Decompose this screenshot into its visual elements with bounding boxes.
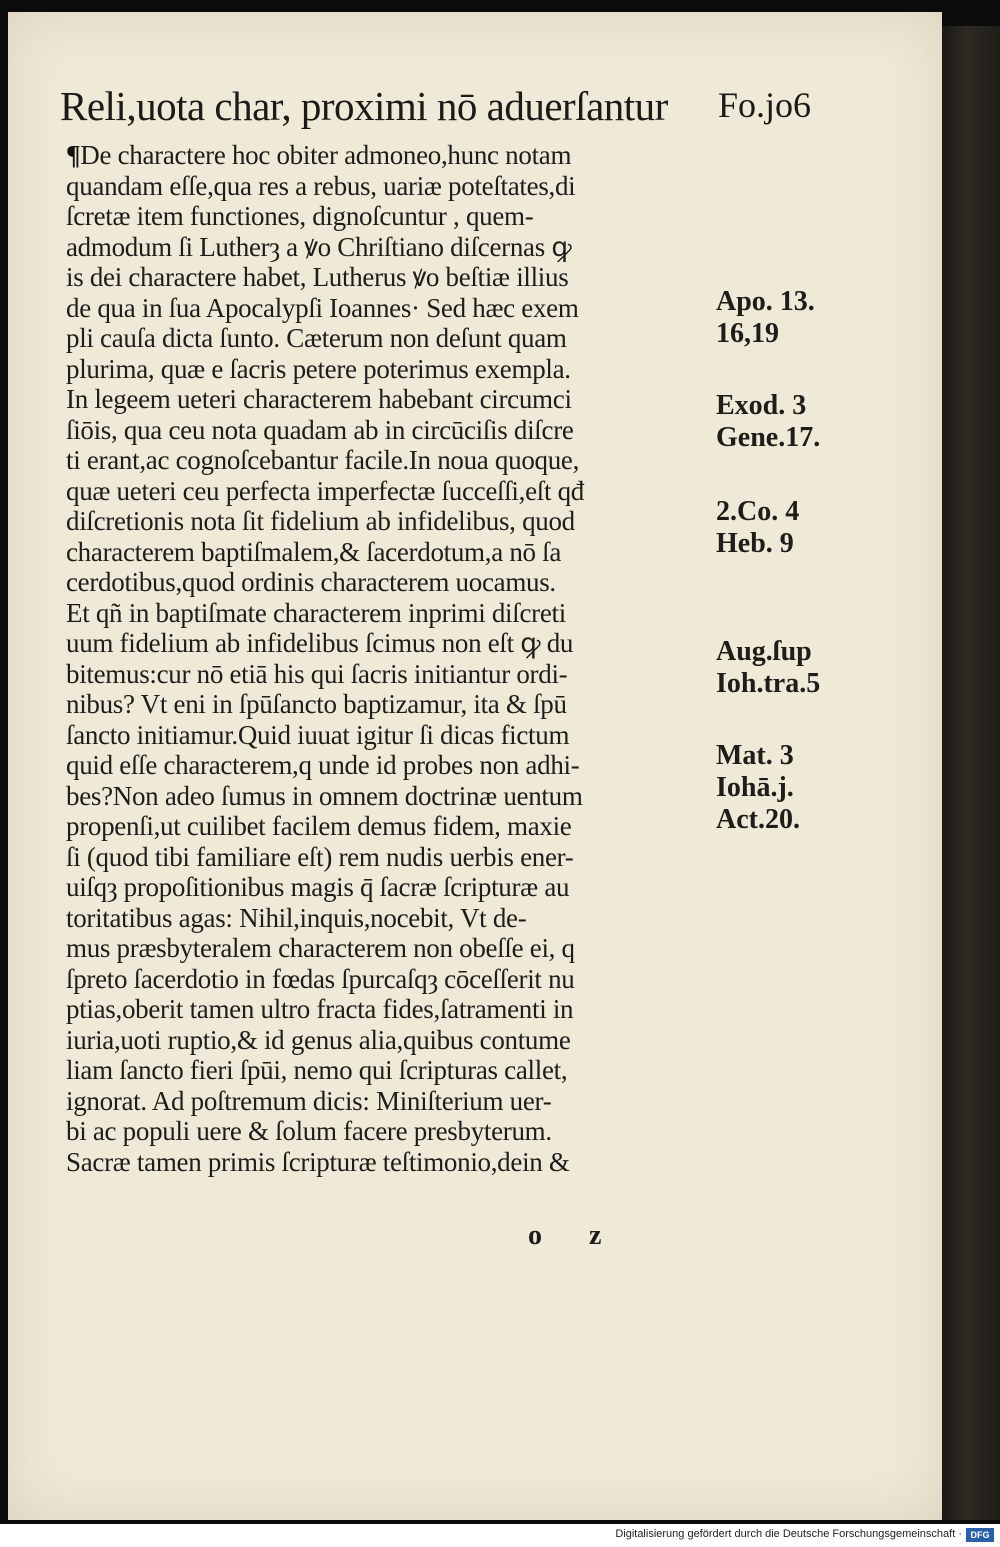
running-head: Reli,uota char, proximi nō aduerſantur (60, 83, 668, 129)
text-line-content: quid eſſe characterem,q unde id probes non adhi- (66, 750, 580, 780)
text-line (66, 811, 706, 842)
text-line (66, 537, 706, 568)
text-line (66, 994, 706, 1025)
text-line (66, 384, 706, 415)
text-line-content: ſcretæ item functiones, dignoſcuntur , quem- (66, 201, 534, 231)
text-line-content: In legeem ueteri characterem habebant circumci (66, 384, 572, 414)
text-line-content: uum fidelium ab infidelibus ſcimus non eſt ꝙ du (66, 628, 574, 658)
text-line (66, 933, 706, 964)
text-line (66, 720, 706, 751)
funding-credit: Digitalisierung gefördert durch die Deutsche Forschungsgemeinschaft · (615, 1528, 962, 1540)
text-line-content: cerdotibus,quod ordinis characterem uocamus. (66, 567, 556, 597)
footer-bar (0, 1524, 1000, 1547)
text-line (66, 628, 706, 659)
text-line-content: characterem baptiſmalem,& ſacerdotum,a nō ſa (66, 536, 562, 567)
text-line-content: ſancto initiamur.Quid iuuat igitur ſi dicas fictum (66, 719, 570, 750)
margin-note-line: Act.20. (716, 804, 800, 835)
margin-note-1 (716, 286, 815, 350)
margin-note-line: Gene.17. (716, 422, 821, 453)
text-line-content: ſiōis, qua ceu nota quadam ab in circūciſis diſcre (66, 414, 574, 445)
body-text (66, 140, 706, 1177)
text-line-content: toritatibus agas: Nihil,inquis,nocebit, Vt de- (66, 902, 527, 933)
margin-note-line: 16,19 (716, 318, 779, 349)
text-line (66, 689, 706, 720)
text-line-content: ſpreto ſacerdotio in fœdas ſpurcaſqȝ cōceſſerit nu (66, 963, 575, 994)
text-line (66, 354, 706, 385)
text-line-content: mus præsbyteralem characterem non obeſſe ei, q (66, 933, 575, 963)
text-line-content: bi ac populi uere & ſolum facere presbyterum. (66, 1116, 552, 1146)
margin-note-2 (716, 390, 820, 454)
text-line-content: de qua in ſua Apocalypſi Ioannes· Sed hæc exem (66, 292, 579, 323)
text-line-content: ignorat. Ad poſtremum dicis: Miniſterium uer- (66, 1085, 552, 1116)
text-line (66, 903, 706, 934)
margin-note-line: Iohā.j. (716, 772, 794, 803)
text-line-content: quæ ueteri ceu perfecta imperfectæ ſucceſſi,eſt qđ (66, 475, 585, 506)
text-line-content: De charactere hoc obiter admoneo,hunc notam (80, 140, 572, 170)
margin-note-line: Mat. 3 (716, 740, 794, 771)
text-line (66, 171, 706, 202)
text-line (66, 476, 706, 507)
text-line (66, 1025, 706, 1056)
text-line (66, 750, 706, 781)
dfg-logo: DFG (966, 1528, 994, 1542)
text-line (66, 140, 706, 171)
text-line-content: Et qñ in baptiſmate characterem inprimi diſcreti (66, 597, 566, 628)
text-line-content: iuria,uoti ruptio,& id genus alia,quibus contume (66, 1024, 571, 1055)
text-line-content: nibus? Vt eni in ſpūſancto baptizamur, ita & ſpū (66, 689, 567, 719)
text-line-content: Sacræ tamen primis ſcripturæ teſtimonio,dein & (66, 1146, 570, 1177)
text-line-content: propenſi,ut cuilibet facilem demus fidem, maxie (66, 811, 572, 841)
text-line (66, 1086, 706, 1117)
margin-note-line: Aug.ſup (716, 636, 812, 667)
text-line-content: bes?Non adeo ſumus in omnem doctrinæ uentum (66, 780, 583, 811)
margin-note-line: Heb. 9 (716, 528, 794, 559)
text-line (66, 1116, 706, 1147)
text-line (66, 781, 706, 812)
margin-note-line: Exod. 3 (716, 390, 807, 421)
text-line-content: ptias,oberit tamen ultro fracta fides,ſatramenti in (66, 994, 574, 1024)
signature-mark: o z (528, 1220, 602, 1251)
text-line (66, 445, 706, 476)
text-line-content: admodum ſi Lutherȝ a ꝟo Chriſtiano diſcernas ꝙ (66, 231, 572, 262)
text-line-content: ſi (quod tibi familiare eſt) rem nudis uerbis ener- (66, 841, 574, 872)
text-line-content: diſcretionis nota ſit fidelium ab infidelibus, quod (66, 506, 575, 536)
margin-note-5 (716, 740, 800, 836)
text-line (66, 567, 706, 598)
text-line-content: liam ſancto fieri ſpūi, nemo qui ſcripturas callet, (66, 1055, 568, 1085)
book-page (8, 12, 942, 1520)
text-line (66, 598, 706, 629)
text-line (66, 262, 706, 293)
text-line (66, 506, 706, 537)
margin-note-line: 2.Co. 4 (716, 496, 800, 527)
text-line (66, 232, 706, 263)
text-line-content: plurima, quæ e ſacris petere poterimus exempla. (66, 353, 571, 384)
text-line-content: bitemus:cur nō etiā his qui ſacris initiantur ordi- (66, 658, 568, 689)
margin-note-3 (716, 496, 799, 560)
margin-note-line: Ioh.tra.5 (716, 668, 821, 699)
text-line (66, 323, 706, 354)
text-line (66, 842, 706, 873)
text-line (66, 1147, 706, 1178)
text-line (66, 964, 706, 995)
text-line (66, 1055, 706, 1086)
pilcrow-mark: ¶ (66, 140, 81, 170)
text-line-content: is dei charactere habet, Lutherus ꝟo beſtiæ illius (66, 262, 569, 292)
text-line (66, 659, 706, 690)
text-line-content: ti erant,ac cognoſcebantur facile.In noua quoque, (66, 445, 580, 475)
page-edge-shadow (942, 26, 1000, 1520)
text-line (66, 415, 706, 446)
text-line-content: quandam eſſe,qua res a rebus, uariæ poteſtates,di (66, 170, 576, 201)
text-line-content: pli cauſa dicta ſunto. Cæterum non deſunt quam (66, 323, 567, 353)
margin-note-4 (716, 636, 820, 700)
text-line (66, 293, 706, 324)
text-line (66, 201, 706, 232)
margin-note-line: Apo. 13. (716, 286, 815, 317)
text-line (66, 872, 706, 903)
folio-number: Fo.jo6 (718, 85, 812, 125)
text-line-content: uiſqȝ propoſitionibus magis q̄ ſacræ ſcripturæ au (66, 872, 570, 902)
